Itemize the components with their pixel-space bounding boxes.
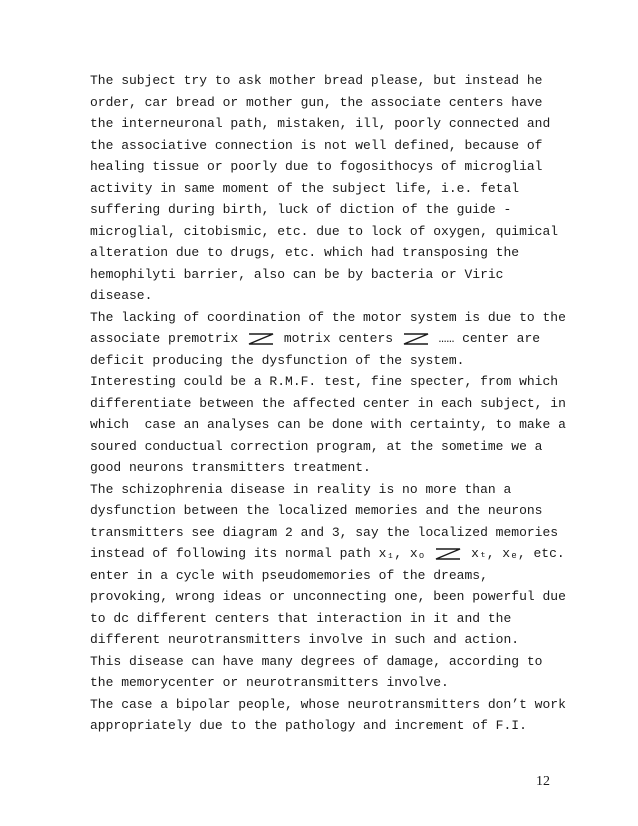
text-line: soured conductual correction program, at the sometime we a <box>90 438 543 454</box>
page-number: 12 <box>536 774 550 789</box>
text-line: good neurons transmitters treatment. <box>90 460 371 475</box>
text-line: the memorycenter or neurotransmitters involve. <box>90 675 449 690</box>
text-segment: associate premotrix <box>90 331 247 346</box>
text-line: suffering during birth, luck of diction of the guide - <box>90 202 512 217</box>
text-line: Interesting could be a R.M.F. test, fine specter, from which <box>90 374 559 389</box>
text-line: disease. <box>90 288 153 303</box>
text-line: to dc different centers that interaction in it and the <box>90 610 512 626</box>
text-line: microglial, citobismic, etc. due to lock of oxygen, quimical <box>90 223 559 239</box>
text-line: deficit producing the dysfunction of the system. <box>90 352 465 368</box>
text-line: different neurotransmitters involve in such and action. <box>90 632 520 647</box>
text-line: The case a bipolar people, whose neurotransmitters don’t work <box>90 696 566 712</box>
z-arrow-icon <box>435 546 461 562</box>
z-arrow-icon <box>248 331 274 347</box>
text-line: which case an analyses can be done with certainty, to make a <box>90 417 566 432</box>
text-line: hemophilyti barrier, also can be by bacteria or Viric <box>90 266 504 282</box>
text-line: enter in a cycle with pseudomemories of the dreams, <box>90 567 488 583</box>
text-segment: xₜ, xₑ, etc. <box>463 546 565 561</box>
text-line-with-arrows <box>90 328 540 350</box>
text-line: The subject try to ask mother bread please, but instead he <box>90 73 543 88</box>
text-segment: …… center are <box>430 331 541 346</box>
text-line: The lacking of coordination of the motor system is due to the <box>90 309 566 325</box>
text-line: healing tissue or poorly due to fogosithocys of microglial <box>90 159 543 174</box>
text-line: activity in same moment of the subject life, i.e. fetal <box>90 180 520 196</box>
text-line: the associative connection is not well defined, because of <box>90 137 543 153</box>
text-line-with-arrow <box>90 543 565 565</box>
text-segment: motrix centers <box>276 331 401 346</box>
text-segment: instead of following its normal path x₁, xₒ <box>90 546 434 561</box>
text-line: appropriately due to the pathology and increment of F.I. <box>90 718 527 733</box>
text-line: alteration due to drugs, etc. which had transposing the <box>90 245 520 260</box>
text-line: provoking, wrong ideas or unconnecting one, been powerful due <box>90 589 566 604</box>
text-line: differentiate between the affected center in each subject, in <box>90 395 566 411</box>
z-arrow-icon <box>403 331 429 347</box>
text-line: the interneuronal path, mistaken, ill, poorly connected and <box>90 116 551 131</box>
text-line: This disease can have many degrees of damage, according to <box>90 653 543 669</box>
text-line: The schizophrenia disease in reality is no more than a <box>90 481 512 497</box>
text-line: dysfunction between the localized memories and the neurons <box>90 503 543 518</box>
text-line: order, car bread or mother gun, the associate centers have <box>90 94 543 110</box>
text-line: transmitters see diagram 2 and 3, say the localized memories <box>90 524 559 540</box>
